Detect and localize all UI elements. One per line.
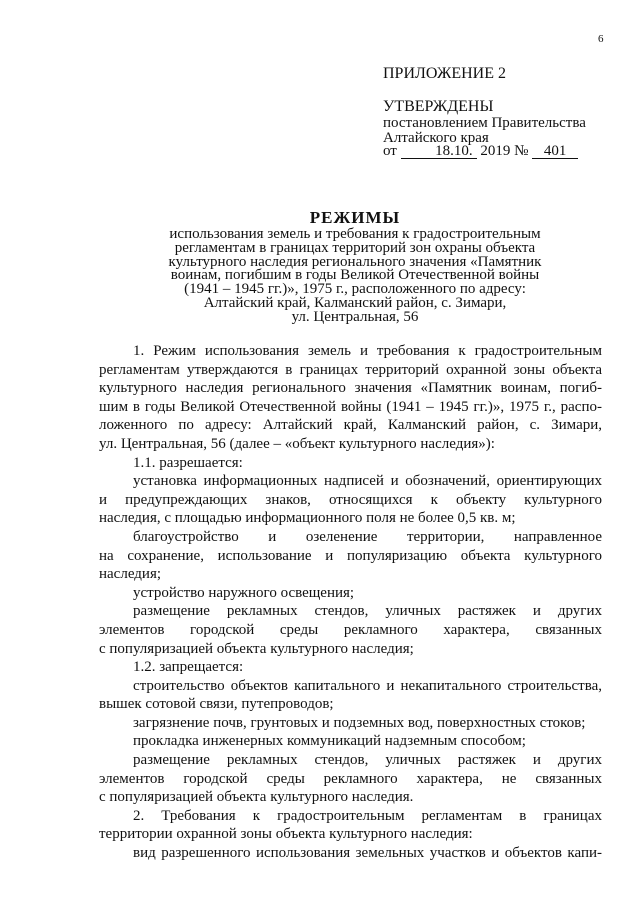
body-line: с популяризацией объекта культурного наследия; [99, 640, 414, 657]
body-line: загрязнение почв, грунтовых и подземных вод, поверхностных стоков; [133, 714, 586, 731]
subtitle-line: ул. Центральная, 56 [291, 308, 419, 325]
body-line: устройство наружного освещения; [133, 584, 355, 601]
date-value: 18.10. [401, 144, 477, 159]
appendix-label: ПРИЛОЖЕНИЕ 2 [383, 65, 507, 82]
subtitle-line: регламентам в границах территорий зон охраны объекта [174, 239, 536, 256]
body-line: строительство объектов капитального и некапитального строительства, [133, 677, 602, 694]
approved-line-1: постановлением Правительства [383, 115, 586, 131]
body-line: регламентам утверждаются в границах территорий охранной зоны объекта [99, 361, 602, 378]
number-value: 401 [532, 144, 578, 159]
body-line: размещение рекламных стендов, уличных растяжек и других [133, 603, 602, 620]
year: 2019 [480, 143, 511, 159]
body-line: элементов городской среды рекламного характера, связанных [99, 621, 602, 638]
approved-line-2: Алтайского края [383, 130, 489, 146]
body-line: наследия; [99, 566, 162, 583]
body-line: благоустройство и озеленение территории, направленное [133, 528, 602, 545]
number-sign: № [514, 143, 529, 159]
body-line: 1.1. разрешается: [133, 454, 243, 471]
body-line: 1. Режим использования земель и требования к градостроительным [133, 343, 602, 359]
body-line: 2. Требования к градостроительным регламентам в границах [133, 807, 602, 824]
date-prefix: от [383, 143, 397, 159]
subtitle-line: воинам, погибшим в годы Великой Отечественной войны [170, 267, 540, 284]
page-number: 6 [598, 33, 604, 45]
body-line: вышек сотовой связи, путепроводов; [99, 696, 334, 713]
body-line: территории охранной зоны объекта культурного наследия: [99, 826, 473, 843]
body-line: элементов городской среды рекламного характера, не связанных [99, 770, 602, 787]
subtitle-line: (1941 – 1945 гг.)», 1975 г., расположенного по адресу: [184, 281, 526, 298]
body-line: и предупреждающих знаков, относящихся к объекту культурного [99, 491, 602, 508]
subtitle-line: использования земель и требования к градостроительным [169, 226, 541, 242]
body-line: ложенного по адресу: Алтайский край, Калманский район, с. Зимари, [99, 417, 602, 434]
body-line: с популяризацией объекта культурного наследия. [99, 789, 414, 806]
body-line: ул. Центральная, 56 (далее – «объект культурного наследия»): [99, 435, 495, 452]
subtitle-line: Алтайский край, Калманский район, с. Зимари, [203, 294, 507, 311]
approved-heading: УТВЕРЖДЕНЫ [383, 98, 494, 115]
body-line: 1.2. запрещается: [133, 659, 244, 676]
subtitle-line: культурного наследия регионального значения «Памятник [168, 253, 542, 270]
body-line: прокладка инженерных коммуникаций надземным способом; [133, 733, 526, 750]
body-line: шим в годы Великой Отечественной войны (1941 – 1945 гг.)», 1975 г., распо- [99, 398, 602, 415]
body-line: установка информационных надписей и обозначений, ориентирующих [133, 473, 602, 490]
body-line: наследия, с площадью информационного поля не более 0,5 кв. м; [99, 510, 516, 527]
document-body [99, 342, 602, 863]
body-line: культурного наследия регионального значения «Памятник воинам, погиб- [99, 380, 602, 397]
document-subtitle [130, 228, 580, 325]
body-line: вид разрешенного использования земельных участков и объектов капи- [133, 845, 602, 862]
document-title: РЕЖИМЫ [309, 208, 401, 227]
title-block [130, 208, 580, 325]
approval-date-line [383, 143, 578, 159]
body-line: на сохранение, использование и популяризацию объекта культурного [99, 547, 602, 564]
body-line: размещение рекламных стендов, уличных растяжек и других [133, 752, 602, 769]
